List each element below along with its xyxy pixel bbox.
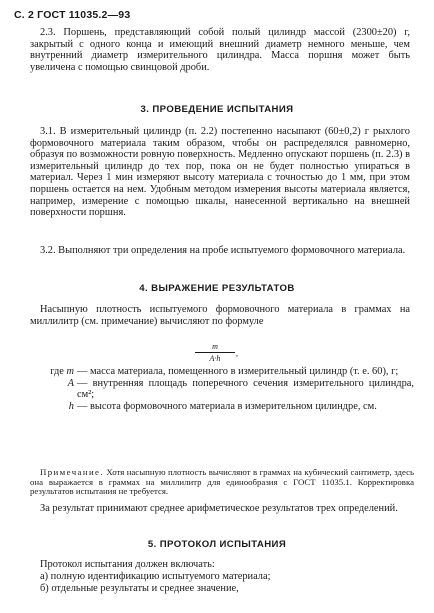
definition-symbol: где m — [50, 366, 74, 377]
paragraph-3-1: 3.1. В измерительный цилиндр (п. 2.2) постепенно насыпают (60±0,2) г рыхлого формовочного материала таким образом, чтобы он распределялся равномерно, образуя по возможности ровную поверхность. Медленно опускают поршень (п. 2.3) в измерительный цилиндр до тех пор, пока он не будет полностью упираться в материал. Через 1 мин измеряют высоту материала с точностью до 1 мм, при этом поршень остается на нем. Удобным методом измерения высоты материала является, например, измерение с помощью шкалы, нанесенной вертикально на внешней поверхности поршня. — [30, 126, 410, 219]
section-3-heading: 3. ПРОВЕДЕНИЕ ИСПЫТАНИЯ — [140, 104, 294, 115]
density-formula — [195, 342, 238, 363]
result-paragraph: За результат принимают среднее арифметическое результатов трех определений. — [40, 503, 398, 514]
formula-comma: , — [236, 349, 238, 358]
note — [30, 468, 414, 497]
definition-symbol: A — [67, 377, 74, 389]
paragraph-4-intro: Насыпную плотность испытуемого формовочного материала в граммах на миллилитр (см. примечание) вычисляют по формуле — [30, 304, 410, 327]
definition-symbol: h — [68, 400, 74, 412]
definition-text: — внутренняя площадь поперечного сечения измерительного цилиндра, см²; — [77, 377, 414, 401]
definition-a — [30, 378, 414, 401]
note-label: Примечание. — [40, 467, 104, 477]
definition-text: — масса материала, помещенного в измерительный цилиндр (т. е. 60), г; — [77, 366, 399, 377]
note-text: Хотя насыпную плотность вычисляют в граммах на кубический сантиметр, здесь она выражается в граммах на миллилитр для единообразия с ГОСТ 11035.1. Корректировка результатов испытания не требуется. — [30, 467, 414, 497]
definition-text: — высота формовочного материала в измерительном цилиндре, см. — [77, 400, 377, 412]
formula-denominator: A·h — [209, 354, 221, 363]
protocol-item-a: а) полную идентификацию испытуемого материала; — [40, 571, 271, 582]
definition-m — [30, 366, 414, 378]
page-header: С. 2 ГОСТ 11035.2—93 — [14, 9, 131, 21]
definition-h — [30, 401, 414, 413]
protocol-intro: Протокол испытания должен включать: — [40, 559, 215, 570]
paragraph-2-3: 2.3. Поршень, представляющий собой полый цилиндр массой (2300±20) г, закрытый с одного конца и имеющий внешний диаметр немного меньше, чем внутренний диаметр измерительного цилиндра. Масса поршня может быть увеличена с помощью свинцовой дроби. — [30, 27, 410, 73]
section-4-heading: 4. ВЫРАЖЕНИЕ РЕЗУЛЬТАТОВ — [139, 283, 295, 294]
paragraph-3-2: 3.2. Выполняют три определения на пробе испытуемого формовочного материала. — [40, 245, 406, 256]
protocol-item-b: б) отдельные результаты и среднее значение, — [40, 583, 239, 594]
formula-numerator: m — [195, 342, 235, 353]
formula-definitions — [30, 366, 414, 412]
section-5-heading: 5. ПРОТОКОЛ ИСПЫТАНИЯ — [147, 539, 287, 550]
